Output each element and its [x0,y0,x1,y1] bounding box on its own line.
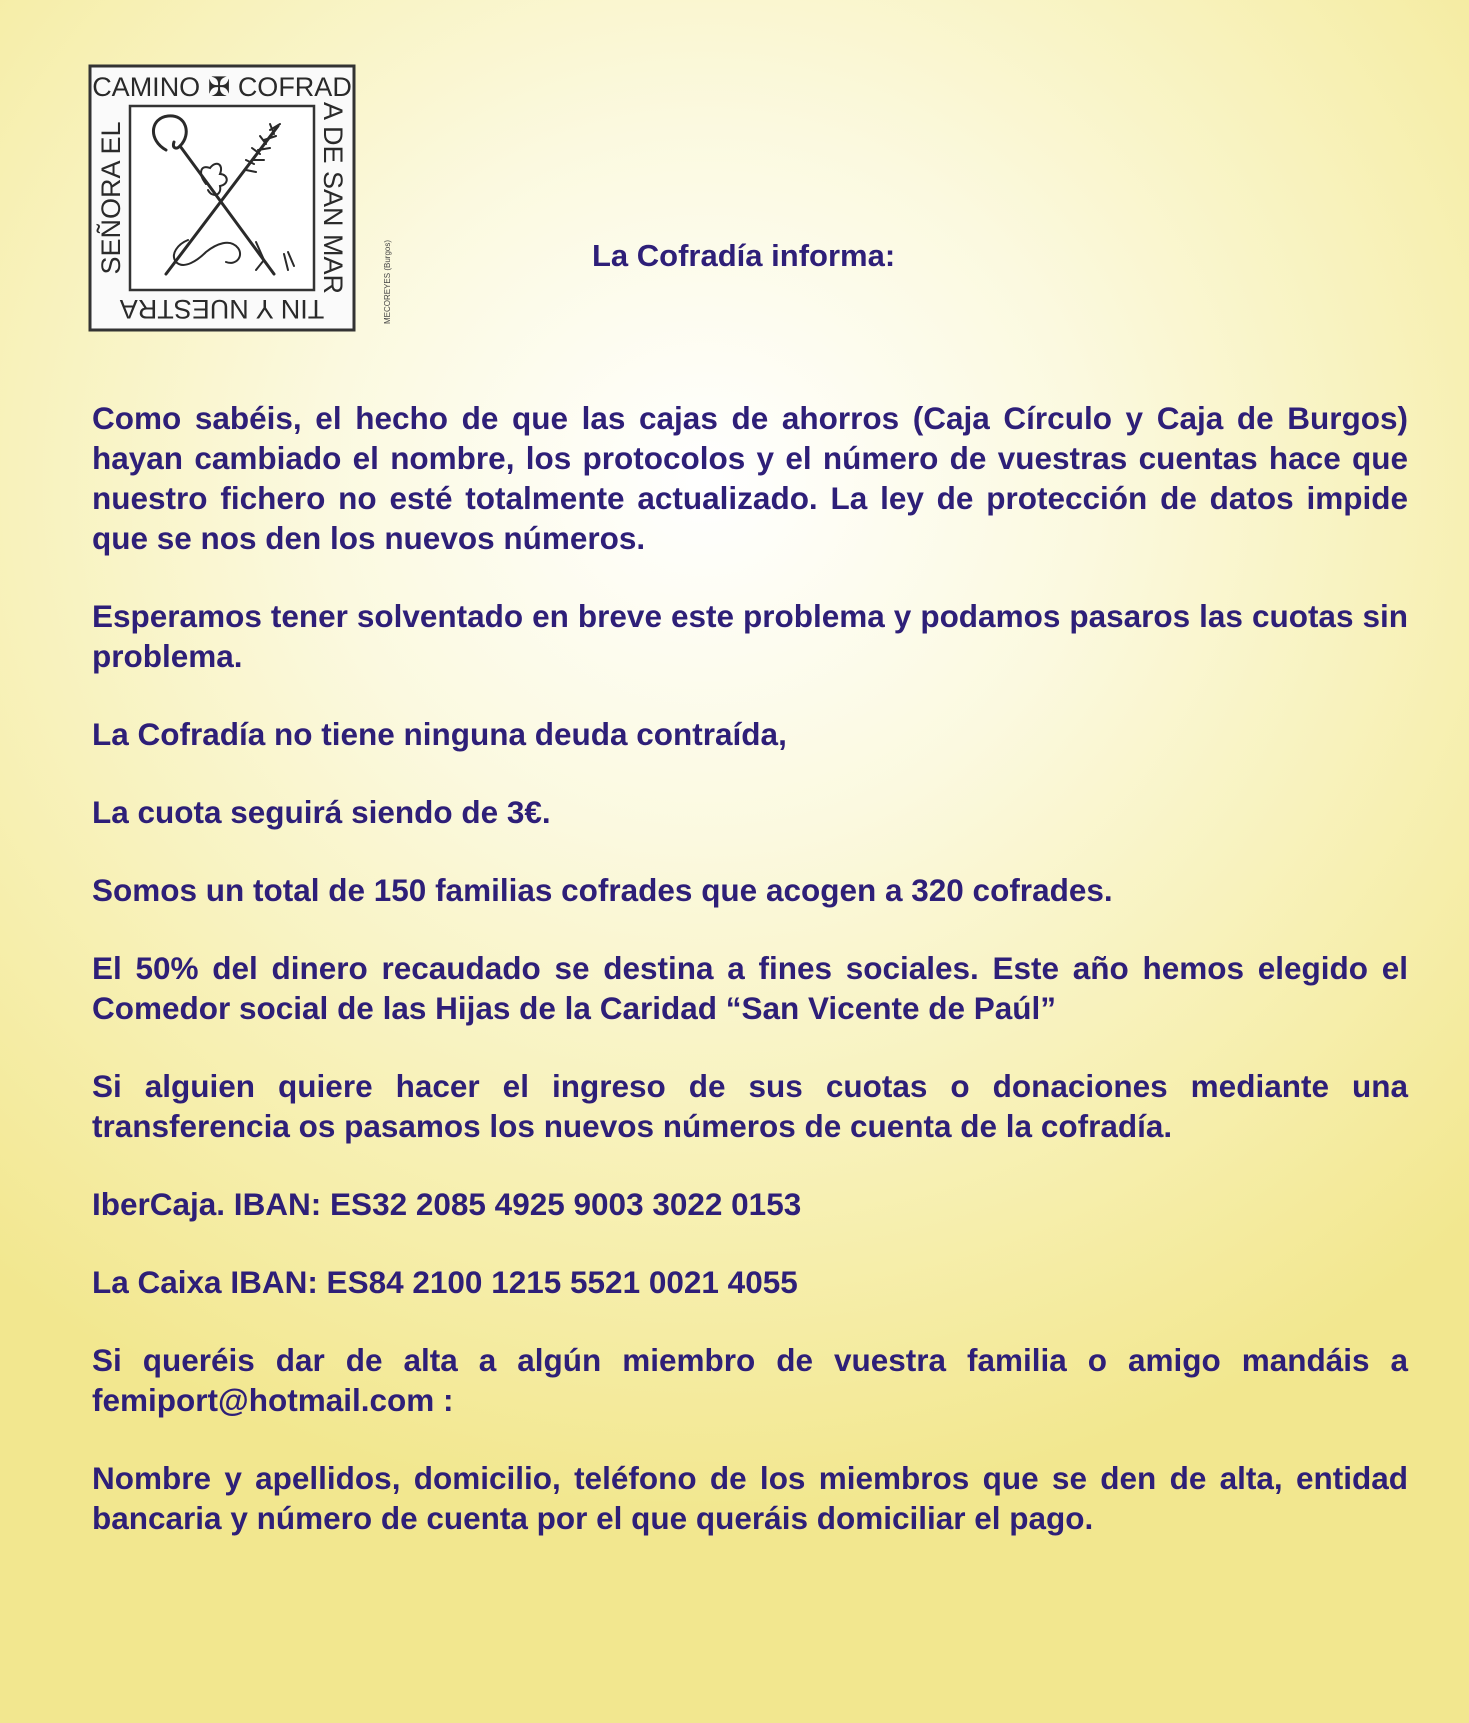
paragraph-ibercaja-iban: IberCaja. IBAN: ES32 2085 4925 9003 3022 0153 [92,1186,802,1222]
paragraph-signup-details: Nombre y apellidos, domicilio, teléfono de los miembros que se den de alta, entidad bancaria y número de cuenta por el que queráis domiciliar el pago. [92,1460,1408,1536]
seal-left-text: SEÑORA EL [96,121,126,275]
paragraph-signup-email: Si queréis dar de alta a algún miembro de vuestra familia o amigo mandáis a femiport@hotmail.com : [92,1342,1408,1418]
seal-top-text: CAMINO ✠ COFRAD [92,72,352,102]
notice-body [92,398,1408,1576]
paragraph-members-count: Somos un total de 150 familias cofrades que acogen a 320 cofrades. [92,872,1113,908]
paragraph-social-purpose: El 50% del dinero recaudado se destina a fines sociales. Este año hemos elegido el Comedor social de las Hijas de la Caridad “San Vicente de Paúl” [92,950,1408,1026]
paragraph-fee: La cuota seguirá siendo de 3€. [92,794,551,830]
paragraph-transfer-info: Si alguien quiere hacer el ingreso de sus cuotas o donaciones mediante una transferencia os pasamos los nuevos números de cuenta de la cofradía. [92,1068,1408,1144]
page-title: La Cofradía informa: [592,238,896,273]
paragraph-lacaixa-iban: La Caixa IBAN: ES84 2100 1215 5521 0021 4055 [92,1264,798,1300]
paragraph-bank-change: Como sabéis, el hecho de que las cajas de ahorros (Caja Círculo y Caja de Burgos) hayan cambiado el nombre, los protocolos y el número de vuestras cuentas hace que nuestro fichero no esté totalmente actualizado. La ley de protección de datos impide que se nos den los nuevos números. [92,400,1408,556]
paragraph-no-debt: La Cofradía no tiene ninguna deuda contraída, [92,716,787,752]
seal-right-text: A DE SAN MAR [318,101,348,295]
seal-signature: MECOREYES (Burgos) [383,239,392,325]
paragraph-problem-resolution: Esperamos tener solventado en breve este problema y podamos pasaros las cuotas sin problema. [92,598,1408,674]
seal-bottom-text: TIN Y NUESTRA [119,294,325,324]
cofradia-seal-logo [88,64,392,332]
